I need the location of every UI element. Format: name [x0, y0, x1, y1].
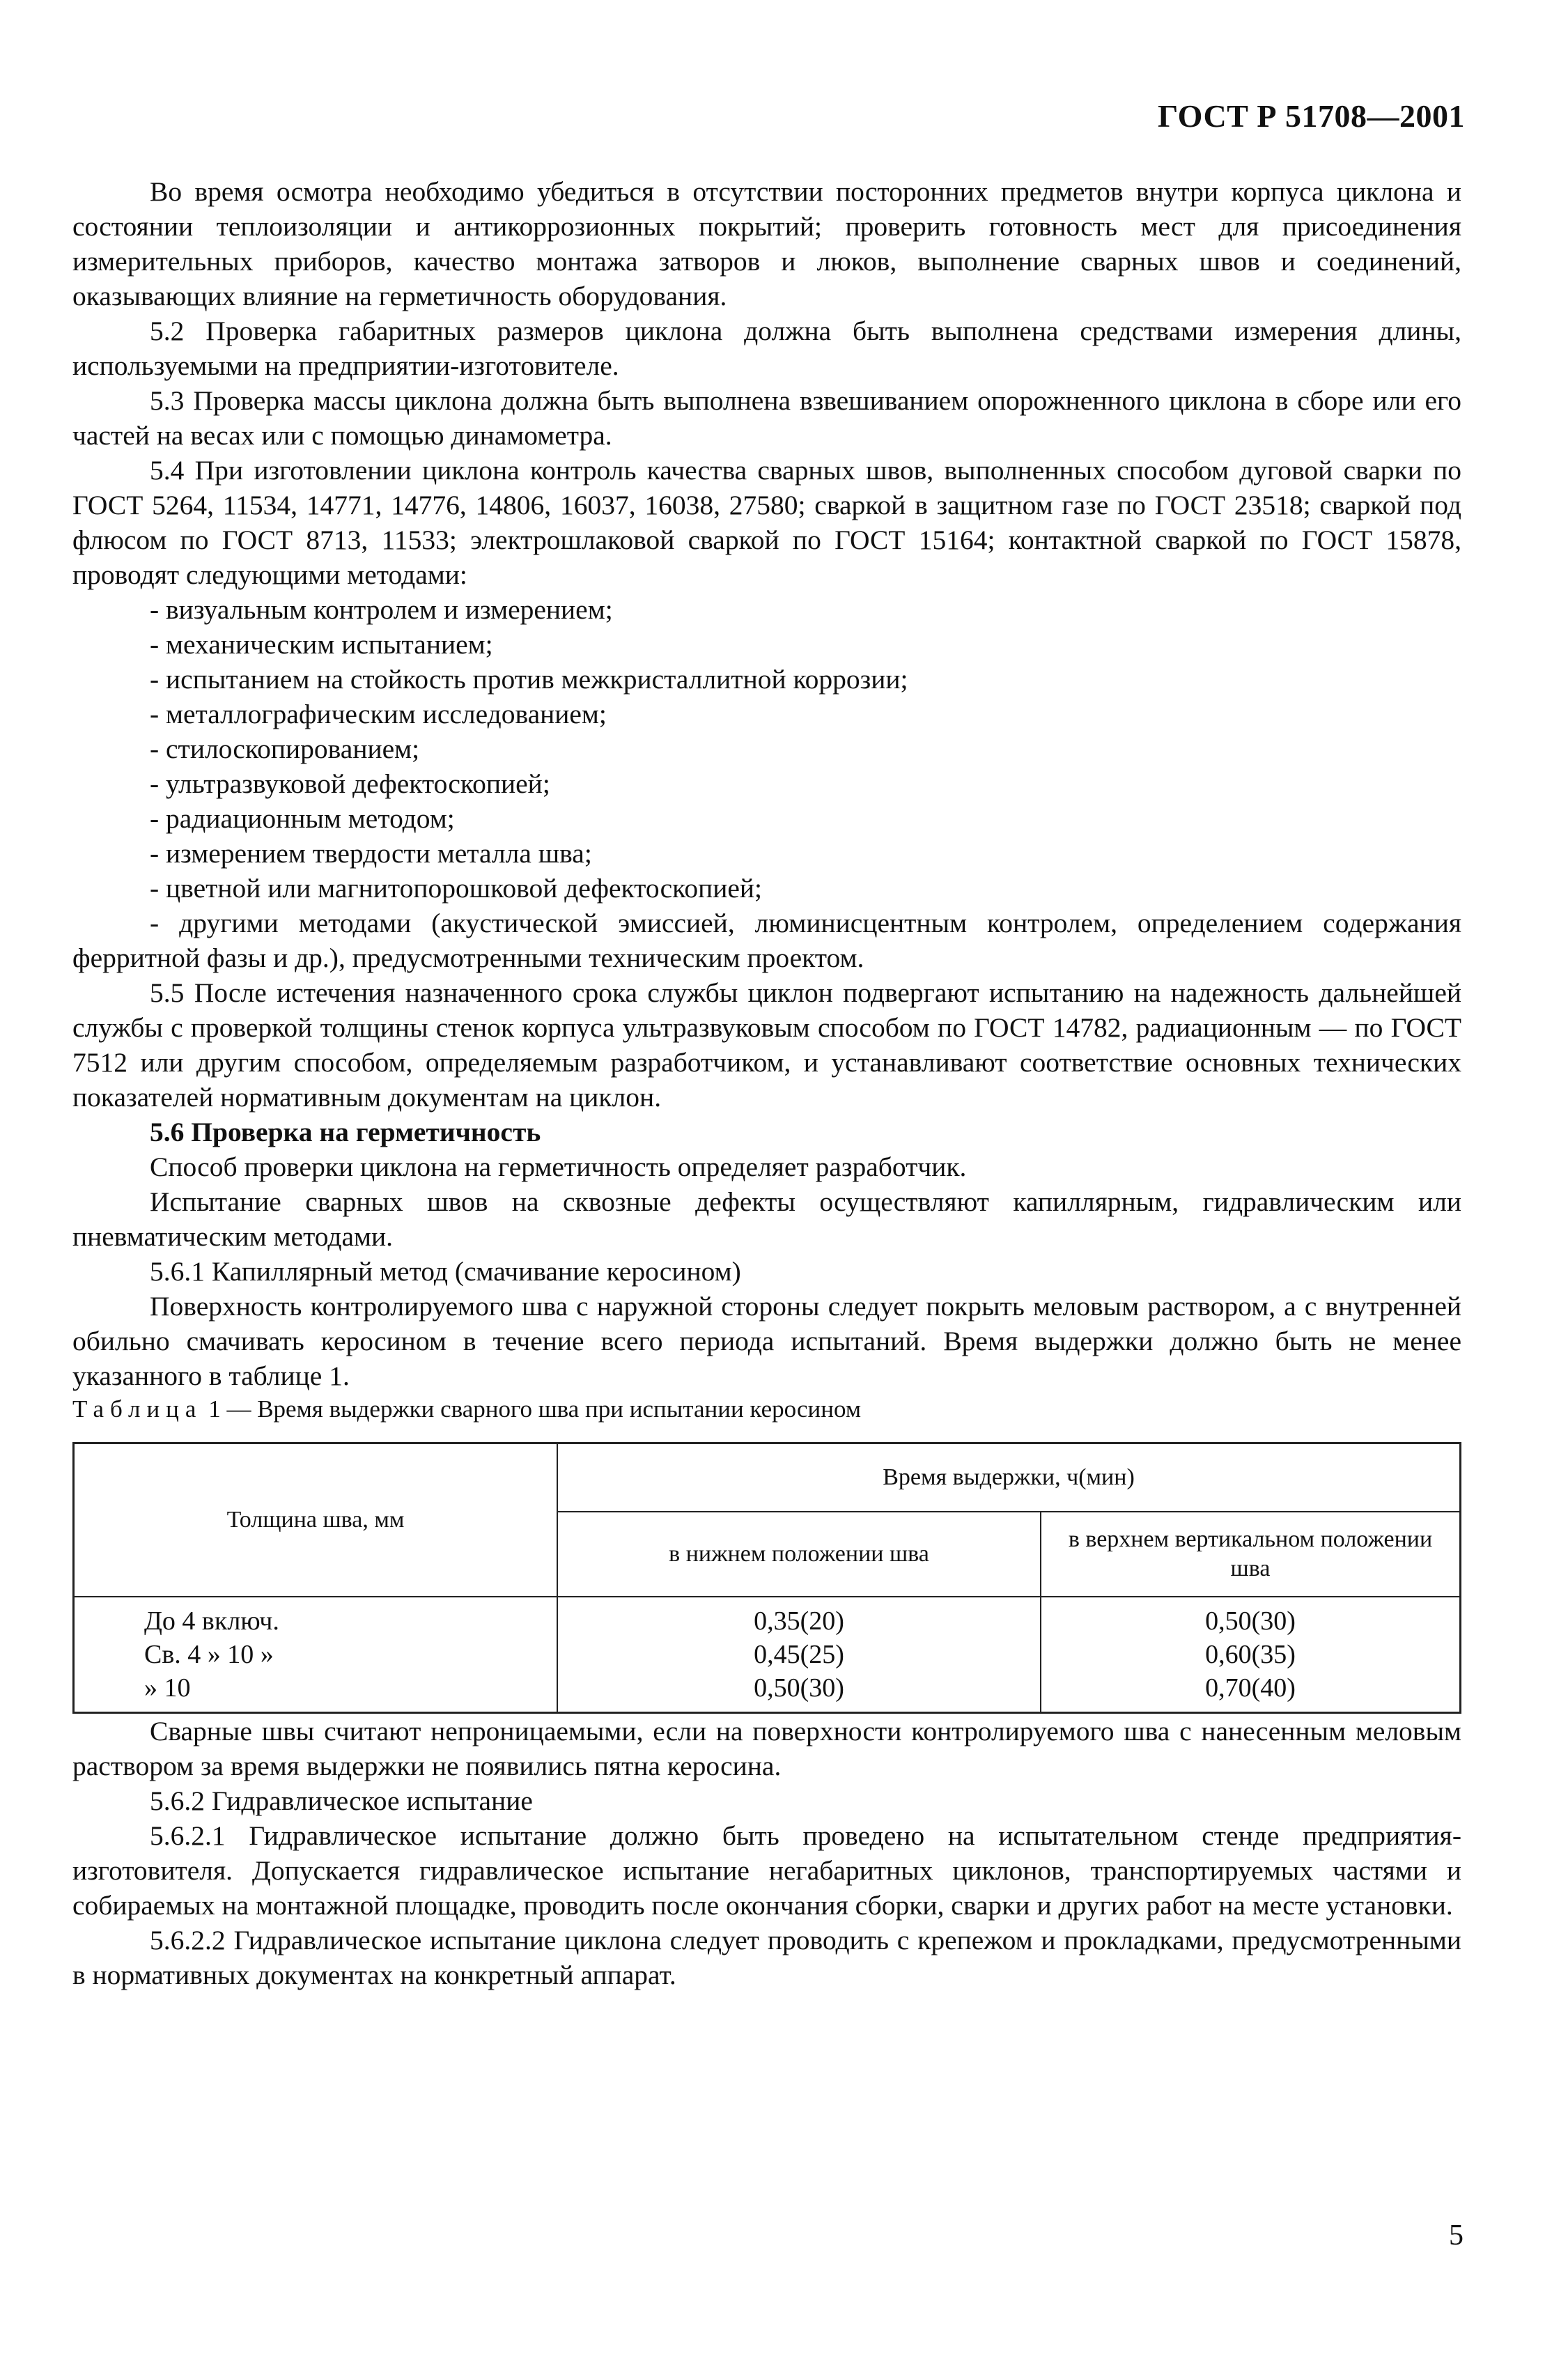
- list-item: - механическим испытанием;: [150, 629, 493, 660]
- cell-thickness: » 10: [74, 1671, 558, 1713]
- header-thickness: Толщина шва, мм: [74, 1443, 558, 1597]
- cell-upper: 0,60(35): [1041, 1638, 1461, 1671]
- list-item: - испытанием на стойкость против межкристаллитной коррозии;: [150, 664, 908, 695]
- list-item: - цветной или магнитопорошковой дефектоскопией;: [150, 873, 763, 904]
- document-body: [72, 174, 1461, 1992]
- header-upper-position: в верхнем вертикальном положении шва: [1041, 1512, 1461, 1597]
- header-holding-time: Время выдержки, ч(мин): [557, 1443, 1461, 1512]
- list-item: - радиационным методом;: [150, 803, 455, 834]
- cell-thickness: До 4 включ.: [74, 1597, 558, 1638]
- list-item: - измерением твердости металла шва;: [150, 838, 592, 869]
- paragraph-5-6-2-1: 5.6.2.1 Гидравлическое испытание должно быть проведено на испытательном стенде предприятия-изготовителя. Допускается гидравлическое испытание негабаритных циклонов, транспортируемых частями и собираемых на монтажной площадке, проводить после окончания сборки, сварки и других работ на месте установки.: [72, 1820, 1461, 1921]
- paragraph-5-3: 5.3 Проверка массы циклона должна быть выполнена взвешиванием опорожненного циклона в сборе или его частей на весах или с помощью динамометра.: [72, 385, 1461, 451]
- methods-list: [72, 592, 1461, 975]
- cell-lower: 0,50(30): [557, 1671, 1041, 1713]
- table-caption-text: 1 — Время выдержки сварного шва при испытании керосином: [202, 1395, 861, 1423]
- table-row: [74, 1638, 1461, 1671]
- paragraph-5-2: 5.2 Проверка габаритных размеров циклона должна быть выполнена средствами измерения длины, используемыми на предприятии-изготовителе.: [72, 316, 1461, 381]
- table-caption-label: Таблица: [72, 1395, 203, 1423]
- cell-lower: 0,45(25): [557, 1638, 1041, 1671]
- header-lower-position: в нижнем положении шва: [557, 1512, 1041, 1597]
- paragraph-5-6-2-2: 5.6.2.2 Гидравлическое испытание циклона следует проводить с крепежом и прокладками, предусмотренными в нормативных документах на конкретный аппарат.: [72, 1925, 1461, 1990]
- paragraph-5-6-method: Способ проверки циклона на герметичность определяет разработчик.: [150, 1152, 967, 1182]
- paragraph-5-6-1-body: Поверхность контролируемого шва с наружной стороны следует покрыть меловым раствором, а с внутренней обильно смачивать керосином в течение всего периода испытаний. Время выдержки должно быть не менее указанного в таблице 1.: [72, 1291, 1461, 1391]
- list-item: - другими методами (акустической эмиссией, люминисцентным контролем, определением содержания ферритной фазы и др.), предусмотренными техническим проектом.: [72, 908, 1461, 973]
- cell-upper: 0,50(30): [1041, 1597, 1461, 1638]
- cell-thickness: Св. 4 » 10 »: [74, 1638, 558, 1671]
- paragraph-5-5: 5.5 После истечения назначенного срока службы циклон подвергают испытанию на надежность дальнейшей службы с проверкой толщины стенок корпуса ультразвуковым способом по ГОСТ 14782, радиационным — по ГОСТ 7512 или другим способом, определяемым разработчиком, и устанавливают соответствие основных технических показателей нормативным документам на циклон.: [72, 977, 1461, 1113]
- paragraph-5-6-2-title: 5.6.2 Гидравлическое испытание: [150, 1785, 533, 1816]
- holding-time-table: [72, 1442, 1461, 1714]
- list-item: - визуальным контролем и измерением;: [150, 594, 613, 625]
- list-item: - стилоскопированием;: [150, 734, 420, 764]
- page-number: 5: [1449, 2219, 1464, 2252]
- list-item: - ультразвуковой дефектоскопией;: [150, 768, 550, 799]
- list-item: - металлографическим исследованием;: [150, 699, 607, 729]
- table-row: [74, 1597, 1461, 1638]
- paragraph-5-4: 5.4 При изготовлении циклона контроль качества сварных швов, выполненных способом дуговой сварки по ГОСТ 5264, 11534, 14771, 14776, 14806, 16037, 16038, 27580; сваркой в защитном газе по ГОСТ 23518; сваркой под флюсом по ГОСТ 8713, 11533; электрошлаковой сваркой по ГОСТ 15164; контактной сваркой по ГОСТ 15878, проводят следующими методами:: [72, 455, 1461, 590]
- table-caption: [72, 1393, 1461, 1425]
- paragraph-inspection: Во время осмотра необходимо убедиться в отсутствии посторонних предметов внутри корпуса циклона и состоянии теплоизоляции и антикоррозионных покрытий; проверить готовность мест для присоединения измерительных приборов, качество монтажа затворов и люков, выполнение сварных швов и соединений, оказывающих влияние на герметичность оборудования.: [72, 176, 1461, 311]
- section-heading-5-6: 5.6 Проверка на герметичность: [150, 1117, 541, 1147]
- paragraph-seams-tight: Сварные швы считают непроницаемыми, если на поверхности контролируемого шва с нанесенным меловым раствором за время выдержки не появились пятна керосина.: [72, 1716, 1461, 1781]
- cell-lower: 0,35(20): [557, 1597, 1041, 1638]
- paragraph-5-6-tests: Испытание сварных швов на сквозные дефекты осуществляют капиллярным, гидравлическим или пневматическим методами.: [72, 1186, 1461, 1252]
- cell-upper: 0,70(40): [1041, 1671, 1461, 1713]
- standard-header: ГОСТ Р 51708—2001: [1158, 98, 1465, 134]
- table-row: [74, 1671, 1461, 1713]
- paragraph-5-6-1-title: 5.6.1 Капиллярный метод (смачивание керосином): [150, 1256, 741, 1287]
